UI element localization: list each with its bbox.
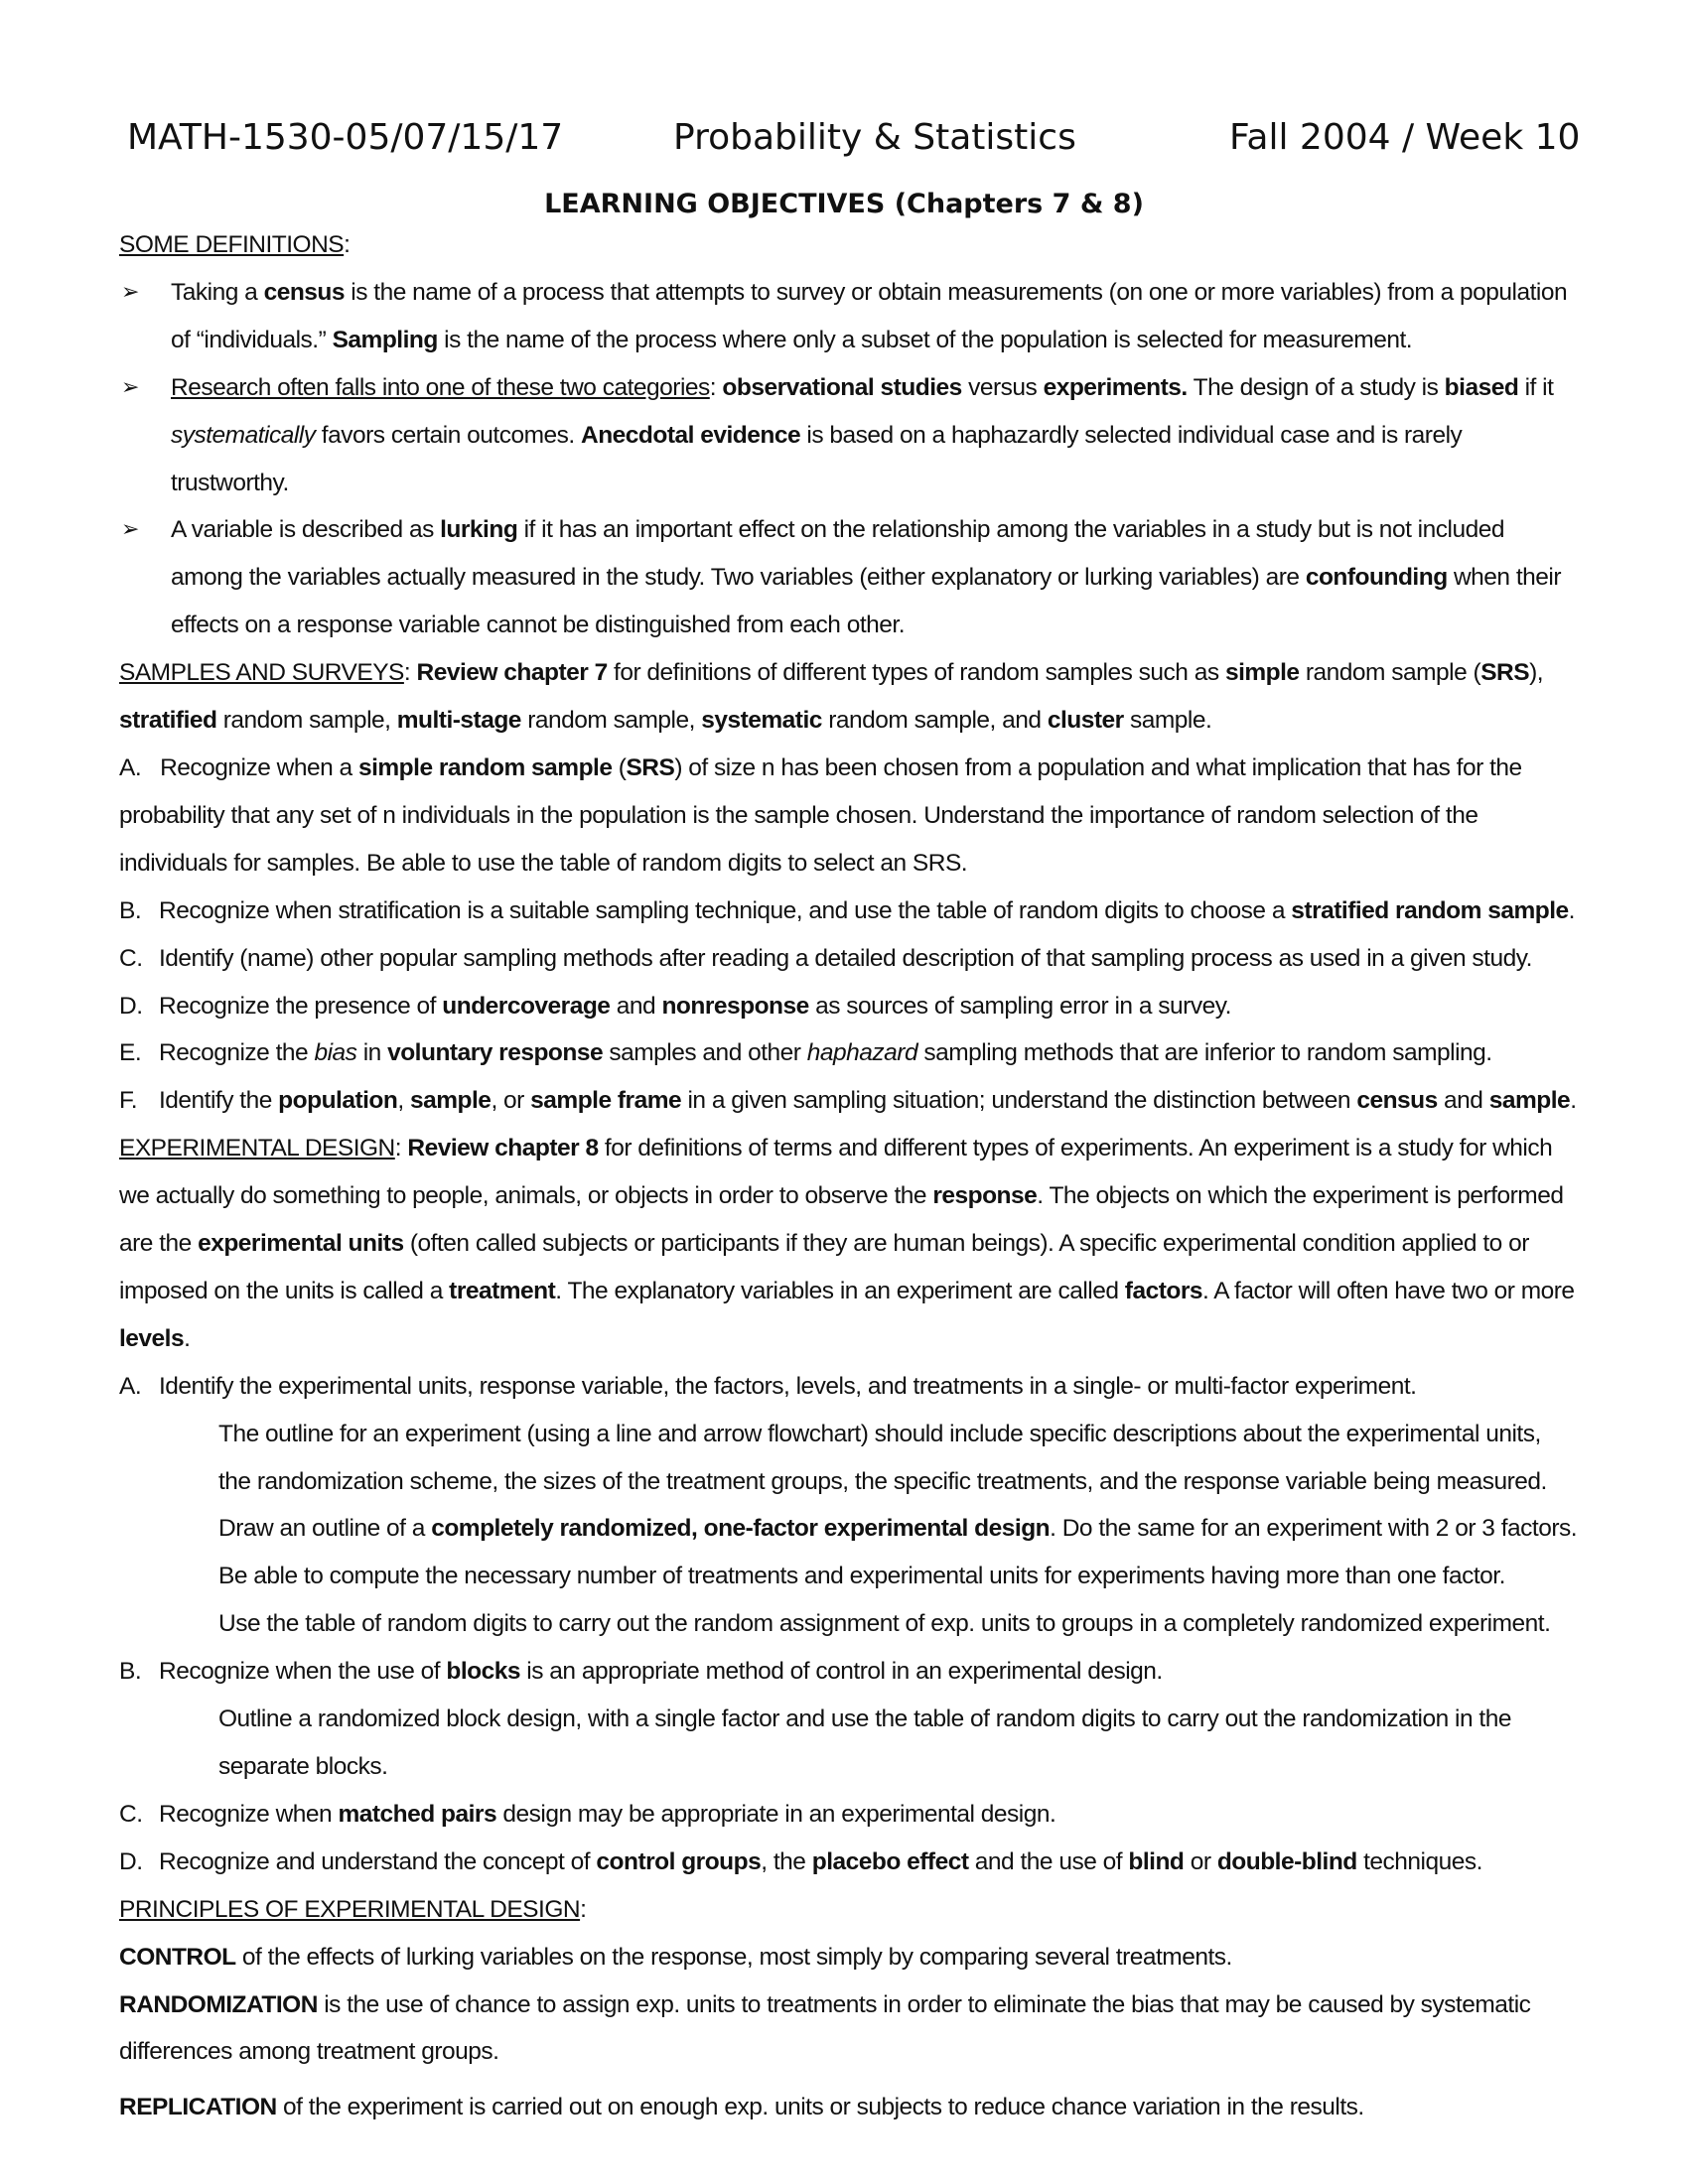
- design-intro: EXPERIMENTAL DESIGN: Review chapter 8 for definitions of terms and different types of experiments. An experiment is a study for which we actually do something to people, animals, or objects in order to observe the response. The objects on which the experiment is performed are the experimental units (often called subjects or participants if they are human beings). A specific experimental condition applied to or imposed on the units is called a treatment. The explanatory variables in an experiment are called factors. A factor will often have two or more levels.: [119, 1135, 1575, 1352]
- page-title: LEARNING OBJECTIVES (Chapters 7 & 8): [544, 189, 1144, 219]
- objective-item: A. Identify the experimental units, response variable, the factors, levels, and treatments in a single- or multi-factor experiment.: [119, 1372, 1417, 1400]
- objective-subitem: Outline a randomized block design, with a single factor and use the table of random digits to carry out the randomization in the separate blocks.: [218, 1706, 1511, 1780]
- objective-item: C. Identify (name) other popular sampling methods after reading a detailed description of that sampling process as used in a given study.: [119, 944, 1532, 972]
- objective-subitem: Draw an outline of a completely randomized, one-factor experimental design. Do the same for an experiment with 2 or 3 factors.: [218, 1515, 1578, 1543]
- section-heading-principles: PRINCIPLES OF EXPERIMENTAL DESIGN:: [119, 1895, 587, 1923]
- objective-subitem: Use the table of random digits to carry out the random assignment of exp. units to groups in a completely randomized experiment.: [218, 1610, 1551, 1638]
- arrow-bullet-icon: ➢: [121, 279, 139, 305]
- principle-randomization: RANDOMIZATION is the use of chance to assign exp. units to treatments in order to eliminate the bias that may be caused by systematic differences among treatment groups.: [119, 1990, 1531, 2066]
- principle-control: CONTROL of the effects of lurking variables on the response, most simply by comparing several treatments.: [119, 1943, 1232, 1971]
- term-week: Fall 2004 / Week 10: [1229, 117, 1581, 158]
- objective-item: C. Recognize when matched pairs design may be appropriate in an experimental design.: [119, 1800, 1056, 1828]
- objective-item: F. Identify the population, sample, or sample frame in a given sampling situation; understand the distinction between census and sample.: [119, 1087, 1577, 1115]
- definition-bullet: ➢ A variable is described as lurking if it has an important effect on the relationship among the variables in a study but is not included among the variables actually measured in the study. Two variables (either explanatory or lurking variables) are confounding when their effects on a response variable cannot be distinguished from each other.: [119, 506, 1579, 649]
- principle-replication: REPLICATION of the experiment is carried out on enough exp. units or subjects to reduce chance variation in the results.: [119, 2094, 1364, 2121]
- course-code: MATH-1530-05/07/15/17: [127, 117, 564, 158]
- section-heading-definitions: SOME DEFINITIONS:: [119, 231, 351, 258]
- objective-item: B. Recognize when the use of blocks is an appropriate method of control in an experimental design.: [119, 1658, 1163, 1686]
- section-heading-samples: SAMPLES AND SURVEYS: [119, 659, 404, 687]
- section-heading-design: EXPERIMENTAL DESIGN: [119, 1135, 395, 1162]
- definition-bullet: ➢ Taking a census is the name of a process that attempts to survey or obtain measurements (on one or more variables) from a population of “individuals.” Sampling is the name of the process where only a subset of the population is selected for measurement.: [119, 269, 1579, 364]
- objective-item: E. Recognize the bias in voluntary response samples and other haphazard sampling methods that are inferior to random sampling.: [119, 1039, 1492, 1067]
- objective-item: D. Recognize the presence of undercoverage and nonresponse as sources of sampling error in a survey.: [119, 992, 1231, 1020]
- objective-item: B. Recognize when stratification is a suitable sampling technique, and use the table of random digits to choose a stratified random sample.: [119, 896, 1575, 924]
- objective-item: D. Recognize and understand the concept of control groups, the placebo effect and the use of blind or double-blind techniques.: [119, 1847, 1482, 1875]
- arrow-bullet-icon: ➢: [121, 374, 139, 400]
- course-subject: Probability & Statistics: [673, 117, 1076, 158]
- samples-intro: SAMPLES AND SURVEYS: Review chapter 7 for definitions of different types of random samples such as simple random sample (SRS), stratified random sample, multi-stage random sample, systematic random sample, and cluster sample.: [119, 659, 1544, 735]
- definition-bullet: ➢ Research often falls into one of these two categories: observational studies versus experiments. The design of a study is biased if it systematically favors certain outcomes. Anecdotal evidence is based on a haphazardly selected individual case and is rarely trustworthy.: [119, 364, 1579, 507]
- document-body: [119, 221, 1579, 2131]
- objective-subitem: The outline for an experiment (using a line and arrow flowchart) should include specific descriptions about the experimental units, the randomization scheme, the sizes of the treatment groups, the specific treatments, and the response variable being measured.: [218, 1420, 1547, 1495]
- arrow-bullet-icon: ➢: [121, 517, 139, 543]
- objective-item: A. Recognize when a simple random sample (SRS) of size n has been chosen from a population and what implication that has for the probability that any set of n individuals in the population is the sample chosen. Understand the importance of random selection of the individuals for samples. Be able to use the table of random digits to select an SRS.: [119, 753, 1522, 877]
- objective-subitem: Be able to compute the necessary number of treatments and experimental units for experiments having more than one factor.: [218, 1563, 1505, 1590]
